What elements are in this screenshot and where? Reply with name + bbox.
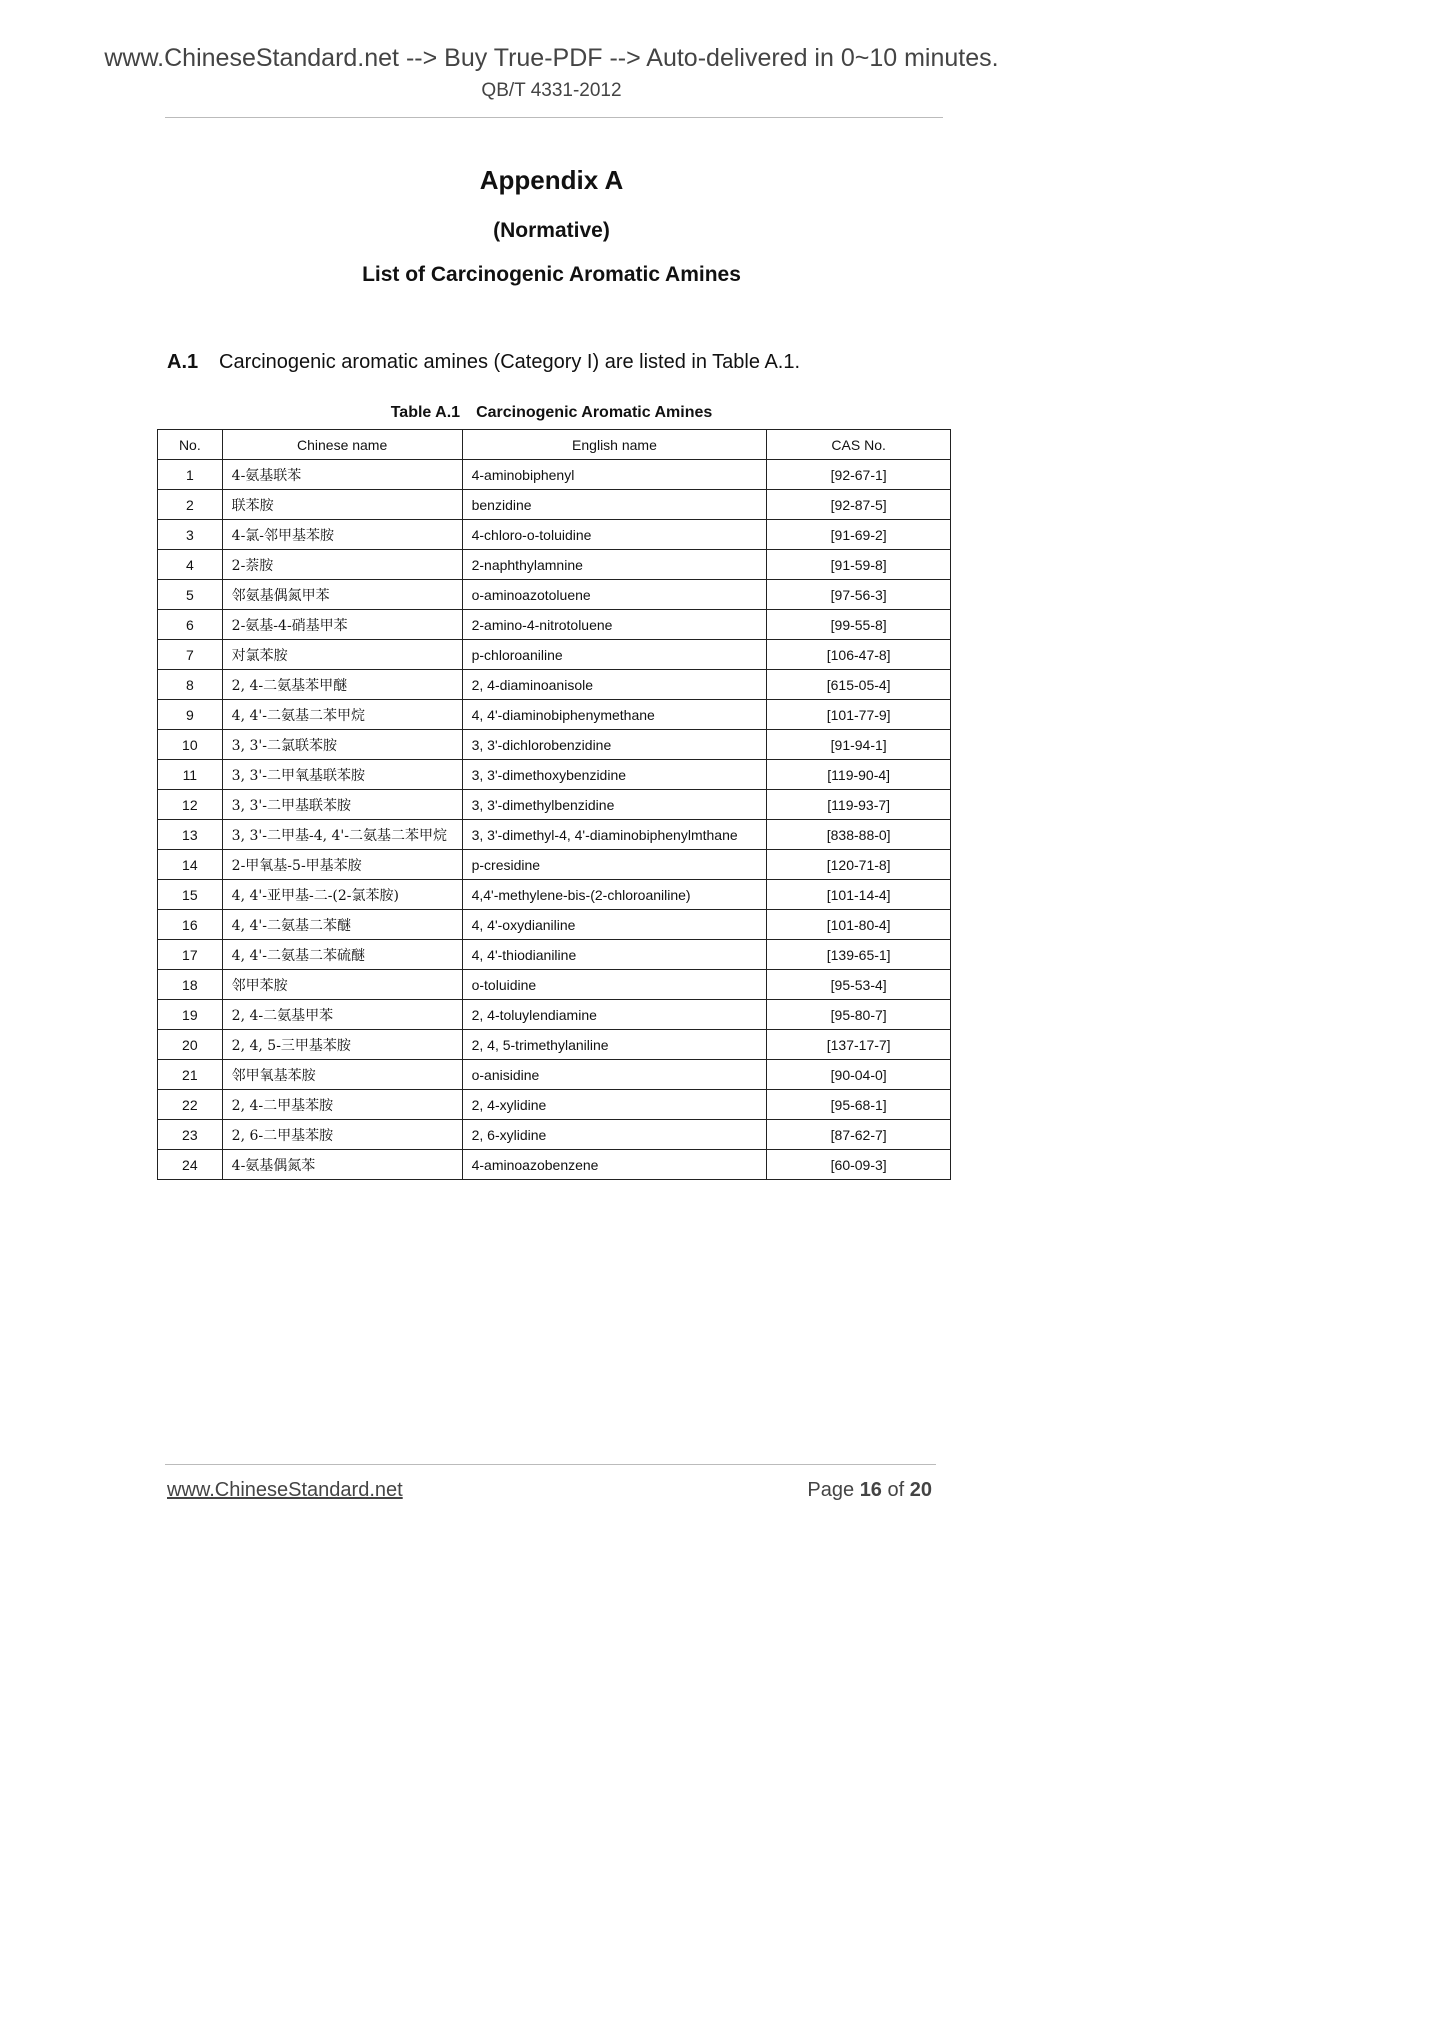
- cell-english-name: 3, 3'-dimethoxybenzidine: [462, 760, 767, 790]
- page-current: 16: [859, 1479, 882, 1501]
- table-row: [158, 700, 951, 730]
- cell-chinese-name: 2, 6-二甲基苯胺: [222, 1120, 462, 1150]
- cell-cas-no: [119-93-7]: [767, 790, 951, 820]
- cell-no: 7: [158, 640, 223, 670]
- cell-no: 15: [158, 880, 223, 910]
- cell-english-name: p-chloroaniline: [462, 640, 767, 670]
- clause-number: A.1: [167, 351, 199, 373]
- cell-chinese-name: 邻甲氧基苯胺: [222, 1060, 462, 1090]
- page-word: Page: [807, 1479, 855, 1501]
- cell-chinese-name: 2-氨基-4-硝基甲苯: [222, 610, 462, 640]
- clause-a1: [167, 351, 800, 374]
- cell-english-name: 4,4'-methylene-bis-(2-chloroaniline): [462, 880, 767, 910]
- table-caption-title: Carcinogenic Aromatic Amines: [476, 404, 713, 421]
- table-row: [158, 1120, 951, 1150]
- cell-english-name: o-toluidine: [462, 970, 767, 1000]
- cell-no: 10: [158, 730, 223, 760]
- cell-chinese-name: 2-甲氧基-5-甲基苯胺: [222, 850, 462, 880]
- cell-english-name: 2, 4-toluylendiamine: [462, 1000, 767, 1030]
- cell-cas-no: [91-59-8]: [767, 550, 951, 580]
- cell-no: 3: [158, 520, 223, 550]
- cell-chinese-name: 4-氨基偶氮苯: [222, 1150, 462, 1180]
- cell-english-name: 2, 4-diaminoanisole: [462, 670, 767, 700]
- table-row: [158, 610, 951, 640]
- cell-cas-no: [137-17-7]: [767, 1030, 951, 1060]
- table-row: [158, 760, 951, 790]
- table-row: [158, 1090, 951, 1120]
- cell-cas-no: [120-71-8]: [767, 850, 951, 880]
- page-total: 20: [909, 1479, 932, 1501]
- column-header-chinese-name: Chinese name: [222, 430, 462, 460]
- column-header-cas-no: CAS No.: [767, 430, 951, 460]
- page-of: of: [887, 1479, 905, 1501]
- cell-english-name: 4-chloro-o-toluidine: [462, 520, 767, 550]
- cell-chinese-name: 4, 4'-二氨基二苯醚: [222, 910, 462, 940]
- cell-cas-no: [95-80-7]: [767, 1000, 951, 1030]
- cell-english-name: benzidine: [462, 490, 767, 520]
- cell-chinese-name: 2, 4-二氨基苯甲醚: [222, 670, 462, 700]
- footer-website-link[interactable]: www.ChineseStandard.net: [167, 1479, 403, 1501]
- cell-no: 12: [158, 790, 223, 820]
- cell-no: 2: [158, 490, 223, 520]
- cell-chinese-name: 2, 4, 5-三甲基苯胺: [222, 1030, 462, 1060]
- table-row: [158, 640, 951, 670]
- cell-english-name: 2, 4, 5-trimethylaniline: [462, 1030, 767, 1060]
- table-row: [158, 820, 951, 850]
- cell-no: 4: [158, 550, 223, 580]
- table-caption-number: Table A.1: [390, 404, 461, 421]
- cell-chinese-name: 邻氨基偶氮甲苯: [222, 580, 462, 610]
- table-row: [158, 1060, 951, 1090]
- header-banner: www.ChineseStandard.net --> Buy True-PDF --> Auto-delivered in 0~10 minutes.: [104, 44, 999, 72]
- table-header-row: [158, 430, 951, 460]
- cell-no: 5: [158, 580, 223, 610]
- cell-cas-no: [91-94-1]: [767, 730, 951, 760]
- table-row: [158, 910, 951, 940]
- cell-no: 19: [158, 1000, 223, 1030]
- cell-cas-no: [91-69-2]: [767, 520, 951, 550]
- cell-cas-no: [838-88-0]: [767, 820, 951, 850]
- cell-cas-no: [95-53-4]: [767, 970, 951, 1000]
- cell-chinese-name: 4, 4'-亚甲基-二-(2-氯苯胺): [222, 880, 462, 910]
- cell-english-name: 4-aminoazobenzene: [462, 1150, 767, 1180]
- cell-chinese-name: 联苯胺: [222, 490, 462, 520]
- amines-table: [157, 429, 951, 1180]
- cell-english-name: 4-aminobiphenyl: [462, 460, 767, 490]
- cell-no: 6: [158, 610, 223, 640]
- cell-chinese-name: 3, 3'-二甲氧基联苯胺: [222, 760, 462, 790]
- cell-no: 17: [158, 940, 223, 970]
- cell-chinese-name: 2, 4-二甲基苯胺: [222, 1090, 462, 1120]
- table-row: [158, 940, 951, 970]
- table-row: [158, 970, 951, 1000]
- cell-no: 18: [158, 970, 223, 1000]
- cell-no: 11: [158, 760, 223, 790]
- cell-english-name: 4, 4'-diaminobiphenymethane: [462, 700, 767, 730]
- cell-english-name: 2-naphthylamnine: [462, 550, 767, 580]
- cell-cas-no: [90-04-0]: [767, 1060, 951, 1090]
- column-header-english-name: English name: [462, 430, 767, 460]
- cell-no: 20: [158, 1030, 223, 1060]
- cell-cas-no: [92-87-5]: [767, 490, 951, 520]
- column-header-no: No.: [158, 430, 223, 460]
- cell-no: 16: [158, 910, 223, 940]
- cell-chinese-name: 2-萘胺: [222, 550, 462, 580]
- cell-chinese-name: 3, 3'-二氯联苯胺: [222, 730, 462, 760]
- table-row: [158, 550, 951, 580]
- cell-no: 21: [158, 1060, 223, 1090]
- cell-no: 24: [158, 1150, 223, 1180]
- cell-english-name: 4, 4'-thiodianiline: [462, 940, 767, 970]
- cell-no: 8: [158, 670, 223, 700]
- cell-chinese-name: 邻甲苯胺: [222, 970, 462, 1000]
- cell-cas-no: [87-62-7]: [767, 1120, 951, 1150]
- appendix-nature: (Normative): [493, 219, 610, 242]
- page-number: [807, 1479, 932, 1502]
- cell-english-name: o-anisidine: [462, 1060, 767, 1090]
- cell-chinese-name: 4-氨基联苯: [222, 460, 462, 490]
- table-row: [158, 1150, 951, 1180]
- cell-no: 13: [158, 820, 223, 850]
- cell-no: 14: [158, 850, 223, 880]
- standard-code: QB/T 4331-2012: [481, 80, 622, 101]
- cell-english-name: 4, 4'-oxydianiline: [462, 910, 767, 940]
- cell-english-name: 3, 3'-dichlorobenzidine: [462, 730, 767, 760]
- table-row: [158, 880, 951, 910]
- cell-cas-no: [615-05-4]: [767, 670, 951, 700]
- cell-english-name: 2-amino-4-nitrotoluene: [462, 610, 767, 640]
- cell-cas-no: [95-68-1]: [767, 1090, 951, 1120]
- cell-chinese-name: 对氯苯胺: [222, 640, 462, 670]
- table-row: [158, 460, 951, 490]
- table-row: [158, 670, 951, 700]
- cell-english-name: p-cresidine: [462, 850, 767, 880]
- cell-cas-no: [101-80-4]: [767, 910, 951, 940]
- cell-english-name: 3, 3'-dimethylbenzidine: [462, 790, 767, 820]
- cell-chinese-name: 4-氯-邻甲基苯胺: [222, 520, 462, 550]
- table-row: [158, 1000, 951, 1030]
- cell-english-name: 2, 4-xylidine: [462, 1090, 767, 1120]
- table-caption: [0, 404, 1103, 422]
- footer-divider: [165, 1464, 936, 1465]
- cell-cas-no: [119-90-4]: [767, 760, 951, 790]
- cell-cas-no: [101-14-4]: [767, 880, 951, 910]
- cell-chinese-name: 3, 3'-二甲基联苯胺: [222, 790, 462, 820]
- cell-cas-no: [106-47-8]: [767, 640, 951, 670]
- cell-chinese-name: 4, 4'-二氨基二苯硫醚: [222, 940, 462, 970]
- table-row: [158, 730, 951, 760]
- clause-text: Carcinogenic aromatic amines (Category I) are listed in Table A.1.: [219, 351, 801, 373]
- cell-no: 23: [158, 1120, 223, 1150]
- cell-cas-no: [97-56-3]: [767, 580, 951, 610]
- appendix-subject: List of Carcinogenic Aromatic Amines: [362, 263, 741, 286]
- cell-no: 9: [158, 700, 223, 730]
- table-row: [158, 580, 951, 610]
- cell-chinese-name: 3, 3'-二甲基-4, 4'-二氨基二苯甲烷: [222, 820, 462, 850]
- cell-chinese-name: 2, 4-二氨基甲苯: [222, 1000, 462, 1030]
- header-divider: [165, 117, 943, 118]
- cell-english-name: 3, 3'-dimethyl-4, 4'-diaminobiphenylmthane: [462, 820, 767, 850]
- cell-cas-no: [60-09-3]: [767, 1150, 951, 1180]
- cell-no: 22: [158, 1090, 223, 1120]
- table-row: [158, 520, 951, 550]
- cell-cas-no: [139-65-1]: [767, 940, 951, 970]
- table-row: [158, 490, 951, 520]
- cell-chinese-name: 4, 4'-二氨基二苯甲烷: [222, 700, 462, 730]
- cell-cas-no: [101-77-9]: [767, 700, 951, 730]
- cell-english-name: o-aminoazotoluene: [462, 580, 767, 610]
- table-row: [158, 850, 951, 880]
- cell-english-name: 2, 6-xylidine: [462, 1120, 767, 1150]
- cell-cas-no: [92-67-1]: [767, 460, 951, 490]
- table-row: [158, 790, 951, 820]
- cell-cas-no: [99-55-8]: [767, 610, 951, 640]
- cell-no: 1: [158, 460, 223, 490]
- table-row: [158, 1030, 951, 1060]
- appendix-title: Appendix A: [479, 165, 624, 195]
